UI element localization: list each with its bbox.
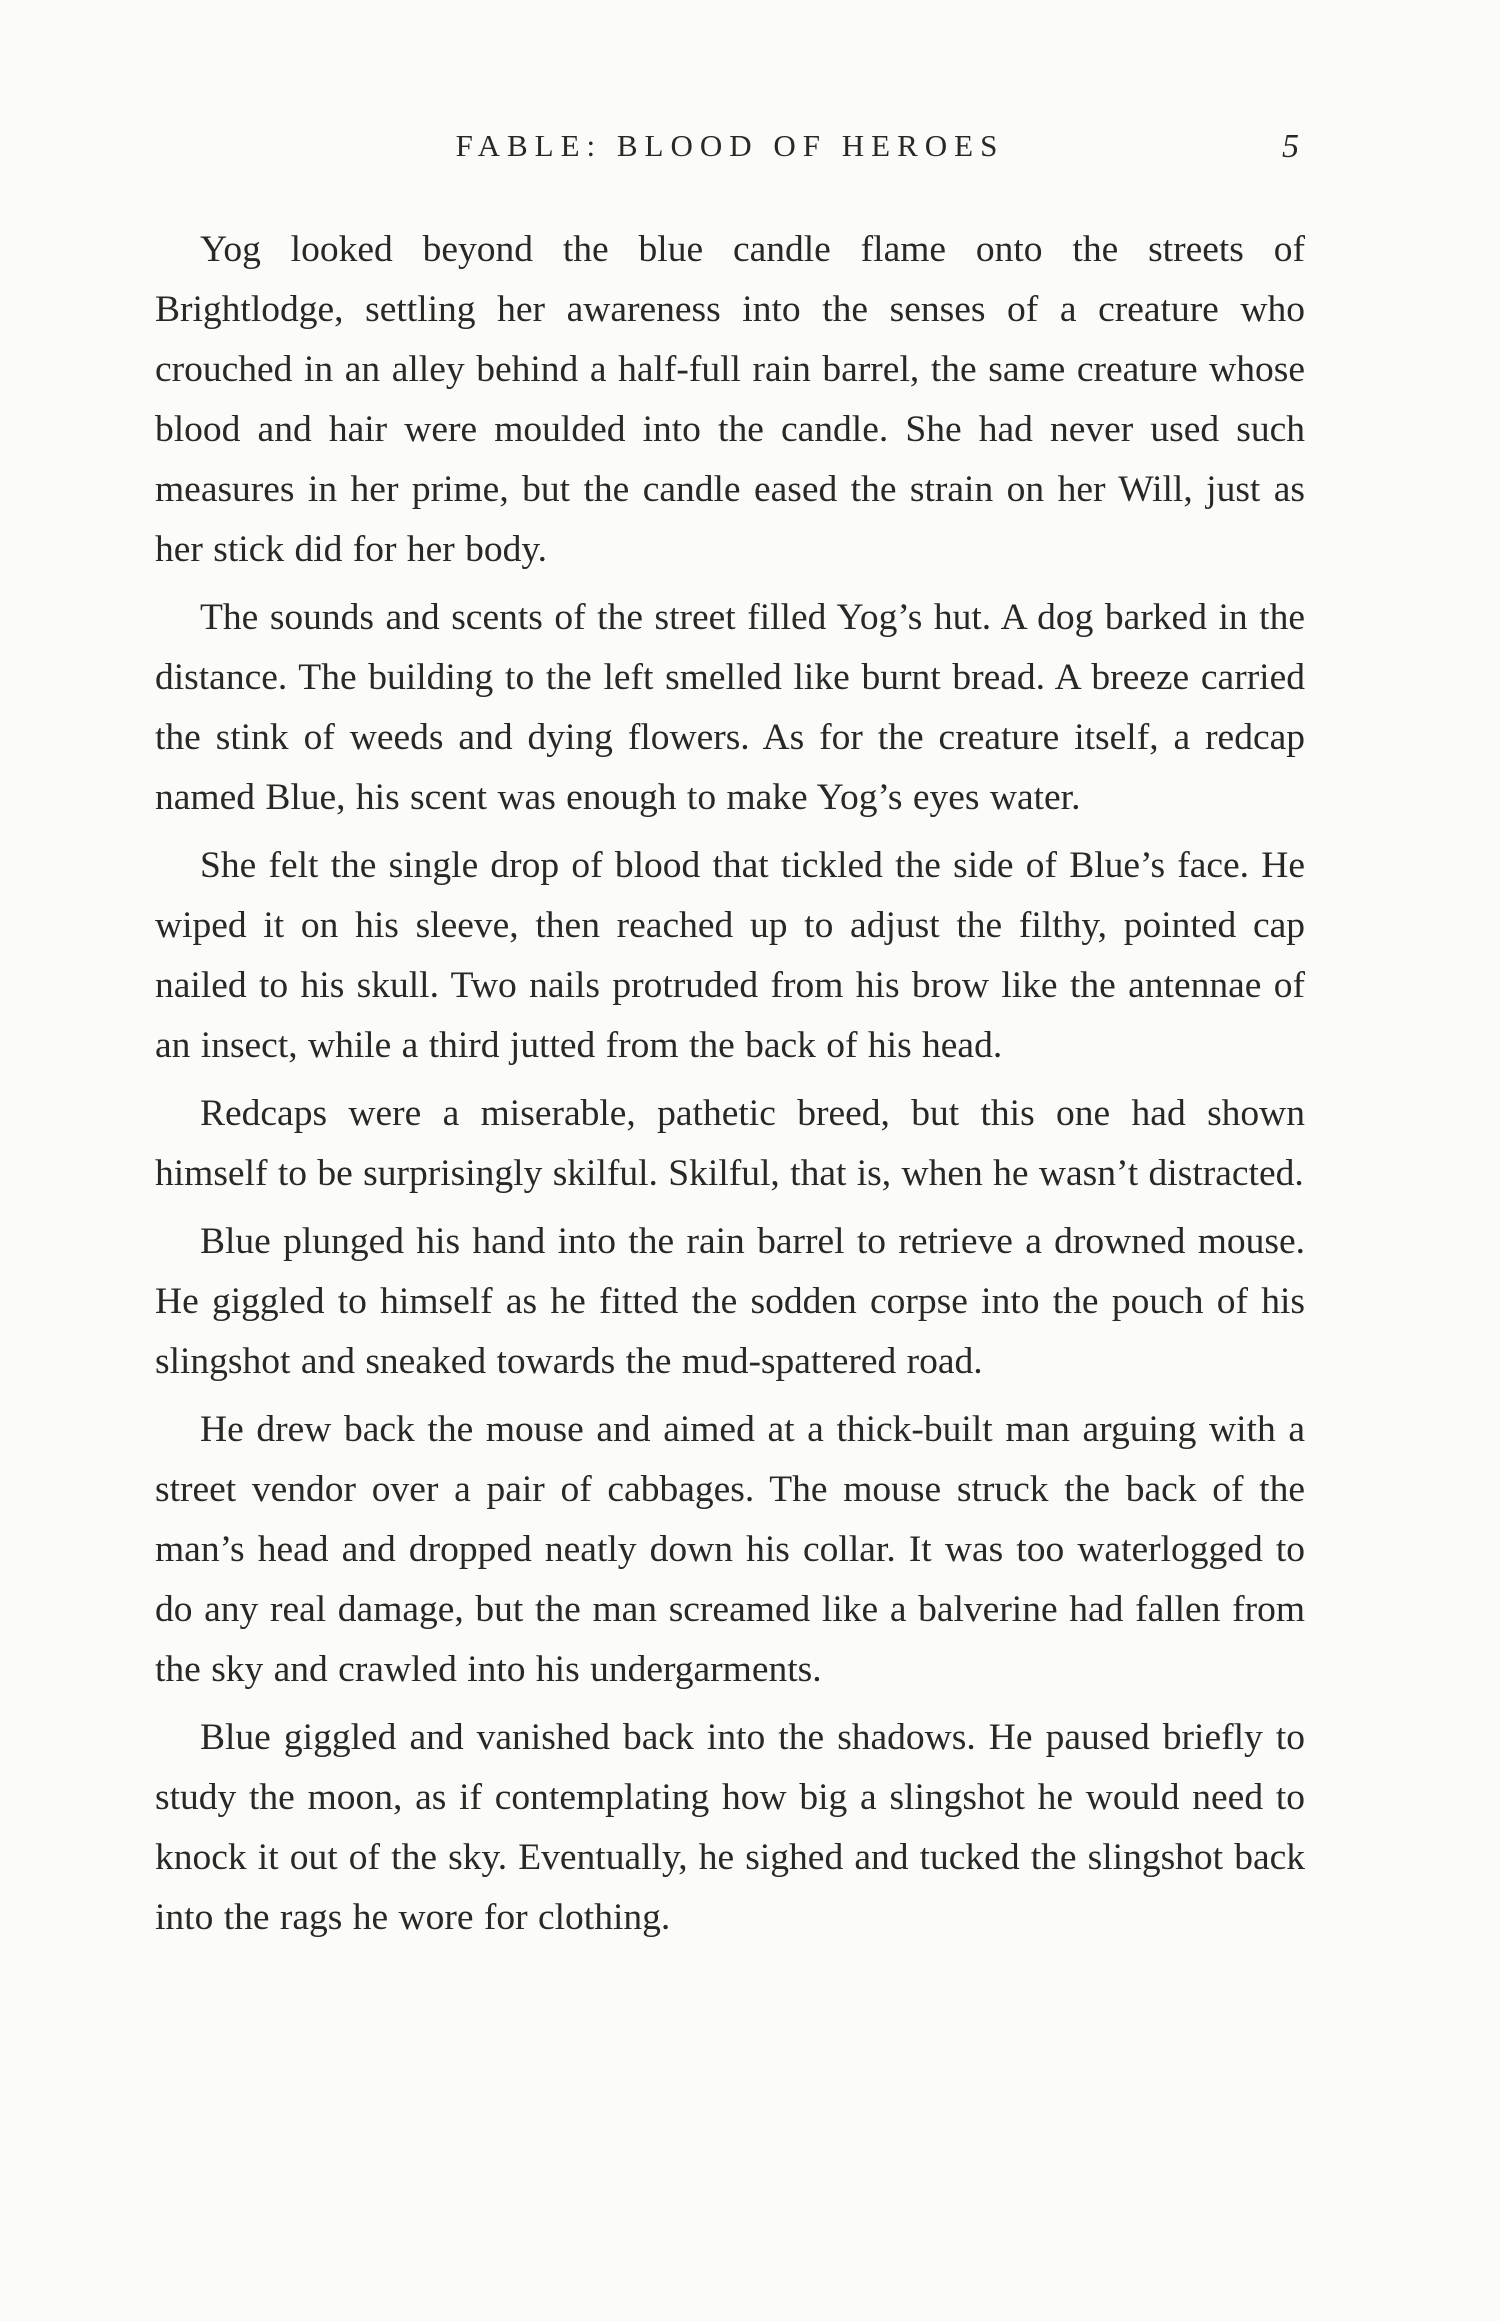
paragraph: The sounds and scents of the street filled Yog’s hut. A dog barked in the distance. The building to the left smelled like burnt bread. A breeze carried the stink of weeds and dying flowers. As for the creature itself, a redcap named Blue, his scent was enough to make Yog’s eyes water. [155,597,1305,818]
page-number: 5 [1282,128,1299,165]
paragraph: Blue plunged his hand into the rain barrel to retrieve a drowned mouse. He giggled to himself as he fitted the sodden corpse into the pouch of his slingshot and sneaked towards the mud-spattered road. [155,1221,1305,1382]
body-text [155,220,1305,1948]
paragraph: Blue giggled and vanished back into the shadows. He paused briefly to study the moon, as if contemplating how big a slingshot he would need to knock it out of the sky. Eventually, he sighed and tucked the slingshot back into the rags he wore for clothing. [155,1717,1305,1938]
running-title: FABLE: BLOOD OF HEROES [455,128,1005,163]
paragraph: Redcaps were a miserable, pathetic breed, but this one had shown himself to be surprisingly skilful. Skilful, that is, when he wasn’t distracted. [155,1093,1305,1194]
paragraph: Yog looked beyond the blue candle flame onto the streets of Brightlodge, settling her awareness into the senses of a creature who crouched in an alley behind a half-full rain barrel, the same creature whose blood and hair were moulded into the candle. She had never used such measures in her prime, but the candle eased the strain on her Will, just as her stick did for her body. [155,229,1305,570]
paragraph: She felt the single drop of blood that tickled the side of Blue’s face. He wiped it on his sleeve, then reached up to adjust the filthy, pointed cap nailed to his skull. Two nails protruded from his brow like the antennae of an insect, while a third jutted from the back of his head. [155,845,1305,1066]
paragraph: He drew back the mouse and aimed at a thick-built man arguing with a street vendor over a pair of cabbages. The mouse struck the back of the man’s head and dropped neatly down his collar. It was too waterlogged to do any real damage, but the man screamed like a balverine had fallen from the sky and crawled into his undergarments. [155,1409,1305,1690]
running-head [155,128,1305,178]
